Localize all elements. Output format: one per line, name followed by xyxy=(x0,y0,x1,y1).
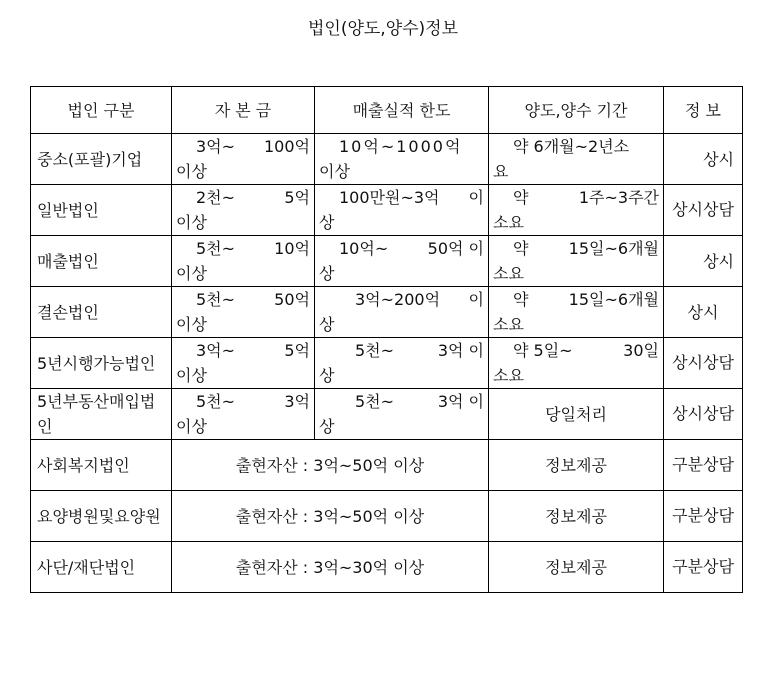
capital-suffix: 이상 xyxy=(176,417,207,436)
period-cell xyxy=(489,236,664,287)
corp-type-cell: 5년부동산매입법인 xyxy=(31,389,172,440)
sales-suffix: 상 xyxy=(319,417,335,436)
corporation-info-table xyxy=(30,86,743,593)
header-sales-limit: 매출실적 한도 xyxy=(315,87,489,134)
info-cell: 상시상담 xyxy=(664,389,743,440)
capital-from: 2천~ xyxy=(196,188,236,207)
header-row xyxy=(31,87,743,134)
capital-to: 3억 xyxy=(284,392,310,411)
capital-from: 3억~ xyxy=(196,341,236,360)
capital-from: 3억~ xyxy=(196,137,236,156)
info-cell: 구분상담 xyxy=(664,440,743,491)
period-text: 15일~6개월 xyxy=(568,239,659,258)
info-cell: 상시 xyxy=(664,287,743,338)
capital-from: 5천~ xyxy=(196,392,236,411)
corp-type-cell: 일반법인 xyxy=(31,185,172,236)
sales-suffix: 상 xyxy=(319,213,335,232)
period-prefix: 약 xyxy=(513,188,529,207)
sales-range: 5천~ xyxy=(355,392,395,411)
table-row xyxy=(31,542,743,593)
capital-cell xyxy=(172,236,315,287)
header-info: 정 보 xyxy=(664,87,743,134)
sales-tail: 이 xyxy=(468,188,484,207)
period-suffix: 소요 xyxy=(493,213,524,232)
period-cell xyxy=(489,287,664,338)
contributed-assets-cell: 출현자산 : 3억~50억 이상 xyxy=(172,440,489,491)
info-cell: 구분상담 xyxy=(664,542,743,593)
period-suffix: 요 xyxy=(493,162,509,181)
sales-range: 10억~ xyxy=(339,239,389,258)
header-capital: 자 본 금 xyxy=(172,87,315,134)
capital-cell xyxy=(172,389,315,440)
period-suffix: 소요 xyxy=(493,264,524,283)
capital-cell xyxy=(172,134,315,185)
period-suffix: 소요 xyxy=(493,315,524,334)
capital-to: 50억 xyxy=(274,290,310,309)
period-text: 약 6개월~2년소 xyxy=(513,137,630,156)
sales-suffix: 상 xyxy=(319,366,335,385)
sales-cell xyxy=(315,287,489,338)
sales-suffix: 상 xyxy=(319,315,335,334)
capital-from: 5천~ xyxy=(196,239,236,258)
capital-cell xyxy=(172,287,315,338)
capital-to: 5억 xyxy=(284,341,310,360)
period-prefix: 약 xyxy=(513,290,529,309)
sales-range: 10억~1000억 xyxy=(339,137,463,156)
sales-cell xyxy=(315,389,489,440)
info-cell: 상시상담 xyxy=(664,338,743,389)
capital-suffix: 이상 xyxy=(176,315,207,334)
capital-suffix: 이상 xyxy=(176,162,207,181)
capital-to: 10억 xyxy=(274,239,310,258)
capital-cell xyxy=(172,338,315,389)
period-cell xyxy=(489,338,664,389)
sales-suffix: 이상 xyxy=(319,162,350,181)
period-suffix: 소요 xyxy=(493,366,524,385)
sales-suffix: 상 xyxy=(319,264,335,283)
capital-from: 5천~ xyxy=(196,290,236,309)
capital-to: 100억 xyxy=(264,137,310,156)
table-row xyxy=(31,287,743,338)
table-row xyxy=(31,338,743,389)
sales-cell xyxy=(315,236,489,287)
corp-type-cell: 매출법인 xyxy=(31,236,172,287)
period-cell: 정보제공 xyxy=(489,440,664,491)
period-cell xyxy=(489,134,664,185)
period-cell: 정보제공 xyxy=(489,542,664,593)
period-prefix: 약 5일~ xyxy=(513,341,573,360)
table-row xyxy=(31,236,743,287)
capital-to: 5억 xyxy=(284,188,310,207)
capital-suffix: 이상 xyxy=(176,264,207,283)
sales-range: 3억~200억 xyxy=(355,290,441,309)
sales-range: 100만원~3억 xyxy=(339,188,440,207)
table-row xyxy=(31,389,743,440)
period-cell: 정보제공 xyxy=(489,491,664,542)
corp-type-cell: 결손법인 xyxy=(31,287,172,338)
sales-tail: 50억 이 xyxy=(427,239,484,258)
capital-suffix: 이상 xyxy=(176,213,207,232)
contributed-assets-cell: 출현자산 : 3억~50억 이상 xyxy=(172,491,489,542)
corp-type-cell: 사단/재단법인 xyxy=(31,542,172,593)
info-cell: 상시 xyxy=(664,236,743,287)
header-corp-type: 법인 구분 xyxy=(31,87,172,134)
table-row xyxy=(31,185,743,236)
capital-cell xyxy=(172,185,315,236)
period-prefix: 약 xyxy=(513,239,529,258)
capital-suffix: 이상 xyxy=(176,366,207,385)
page-title: 법인(양도,양수)정보 xyxy=(307,19,459,39)
corp-type-cell: 5년시행가능법인 xyxy=(31,338,172,389)
corp-type-cell: 사회복지법인 xyxy=(31,440,172,491)
info-cell: 상시상담 xyxy=(664,185,743,236)
info-cell: 상시 xyxy=(664,134,743,185)
info-cell: 구분상담 xyxy=(664,491,743,542)
sales-range: 5천~ xyxy=(355,341,395,360)
contributed-assets-cell: 출현자산 : 3억~30억 이상 xyxy=(172,542,489,593)
table-row xyxy=(31,134,743,185)
sales-tail: 3억 이 xyxy=(437,392,484,411)
sales-cell xyxy=(315,185,489,236)
table-row xyxy=(31,440,743,491)
period-cell xyxy=(489,185,664,236)
period-text: 1주~3주간 xyxy=(578,188,659,207)
corp-type-cell: 중소(포괄)기업 xyxy=(31,134,172,185)
header-transfer-period: 양도,양수 기간 xyxy=(489,87,664,134)
sales-cell xyxy=(315,338,489,389)
sales-cell xyxy=(315,134,489,185)
sales-tail: 이 xyxy=(468,290,484,309)
period-text: 30일 xyxy=(623,341,659,360)
sales-tail: 3억 이 xyxy=(437,341,484,360)
table-row xyxy=(31,491,743,542)
corp-type-cell: 요양병원및요양원 xyxy=(31,491,172,542)
period-cell: 당일처리 xyxy=(489,389,664,440)
period-text: 15일~6개월 xyxy=(568,290,659,309)
